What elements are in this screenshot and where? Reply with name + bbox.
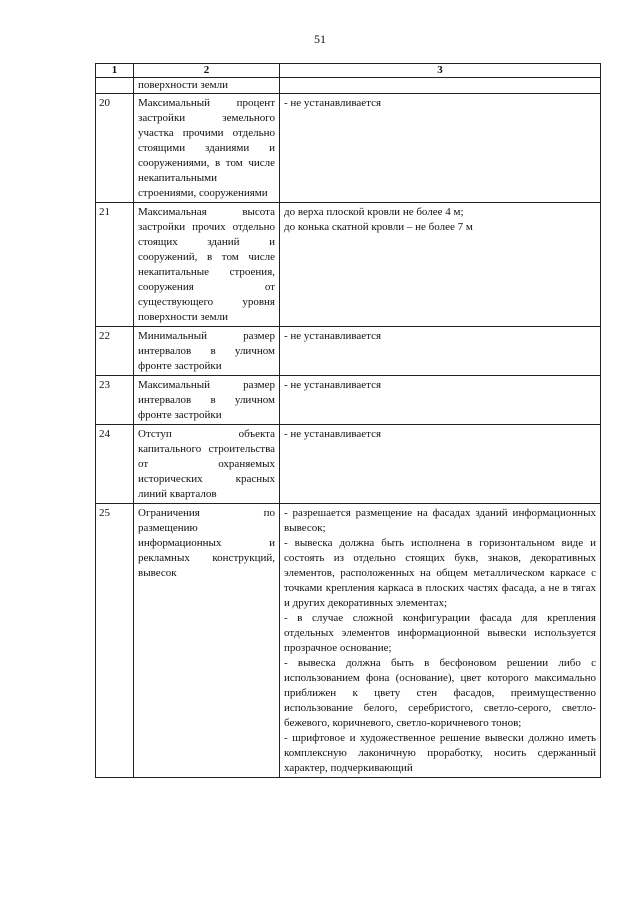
row-name: Ограничения по размещению информационных и рекламных конструкций, вывесок	[134, 504, 280, 778]
row-number: 23	[96, 376, 134, 425]
row-value	[280, 203, 601, 327]
value-item: - в случае сложной конфигурации фасада для крепления отдельных элементов информационной вывески используется прозрачное основание;	[284, 612, 596, 654]
row-name: Минимальный размер интервалов в уличном фронте застройки	[134, 327, 280, 376]
header-col-3: 3	[280, 64, 601, 78]
value-item: - не устанавливается	[284, 330, 382, 342]
table-row	[96, 327, 601, 376]
page-number: 51	[314, 32, 326, 46]
row-value	[280, 94, 601, 203]
row-value	[280, 78, 601, 94]
row-name: Максимальная высота застройки прочих отдельно стоящих зданий и сооружений, в том числе некапитальные строения, сооружения от существующего уровня поверхности земли	[134, 203, 280, 327]
row-name: Максимальный размер интервалов в уличном фронте застройки	[134, 376, 280, 425]
row-number	[96, 78, 134, 94]
value-item: до конька скатной кровли – не более 7 м	[284, 221, 473, 233]
regulations-table	[95, 63, 601, 778]
continued-row	[96, 78, 601, 94]
value-item: - шрифтовое и художественное решение вывески должно иметь комплексную лаконичную проработку, носить сдержанный характер, подчеркивающий	[284, 732, 596, 774]
value-item: - вывеска должна быть исполнена в горизонтальном виде и состоять из отдельно стоящих букв, знаков, декоративных элементов, расположенных на общем металлическом каркасе с точками крепления каркаса в плоских частях фасада, а не в тягах и других декоративных элементах;	[284, 537, 596, 609]
row-value	[280, 504, 601, 778]
row-number: 22	[96, 327, 134, 376]
value-item: - вывеска должна быть в бесфоновом решении либо с использованием фона (основание), цвет которого максимально приближен к цвету стен фасадов, преимущественно использование белого, серебристого, светло-серого, светло-бежевого, коричневого, светло-коричневого тонов;	[284, 657, 596, 729]
row-value	[280, 327, 601, 376]
value-item: - разрешается размещение на фасадах зданий информационных вывесок;	[284, 507, 596, 534]
table-row	[96, 376, 601, 425]
table-row	[96, 504, 601, 778]
row-number: 24	[96, 425, 134, 504]
header-col-2: 2	[134, 64, 280, 78]
row-value	[280, 376, 601, 425]
row-value	[280, 425, 601, 504]
row-name: поверхности земли	[134, 78, 280, 94]
row-name: Максимальный процент застройки земельного участка прочими отдельно стоящими зданиями и сооружениями, в том числе некапитальными строениями, сооружениями	[134, 94, 280, 203]
table-row	[96, 94, 601, 203]
value-item: до верха плоской кровли не более 4 м;	[284, 206, 464, 218]
value-item: - не устанавливается	[284, 428, 382, 440]
row-number: 25	[96, 504, 134, 778]
table-row	[96, 425, 601, 504]
header-row	[96, 64, 601, 78]
value-item: - не устанавливается	[284, 97, 382, 109]
row-name: Отступ объекта капитального строительства от охраняемых исторических красных линий кварталов	[134, 425, 280, 504]
row-number: 21	[96, 203, 134, 327]
row-number: 20	[96, 94, 134, 203]
value-item: - не устанавливается	[284, 379, 382, 391]
header-col-1: 1	[96, 64, 134, 78]
table-row	[96, 203, 601, 327]
